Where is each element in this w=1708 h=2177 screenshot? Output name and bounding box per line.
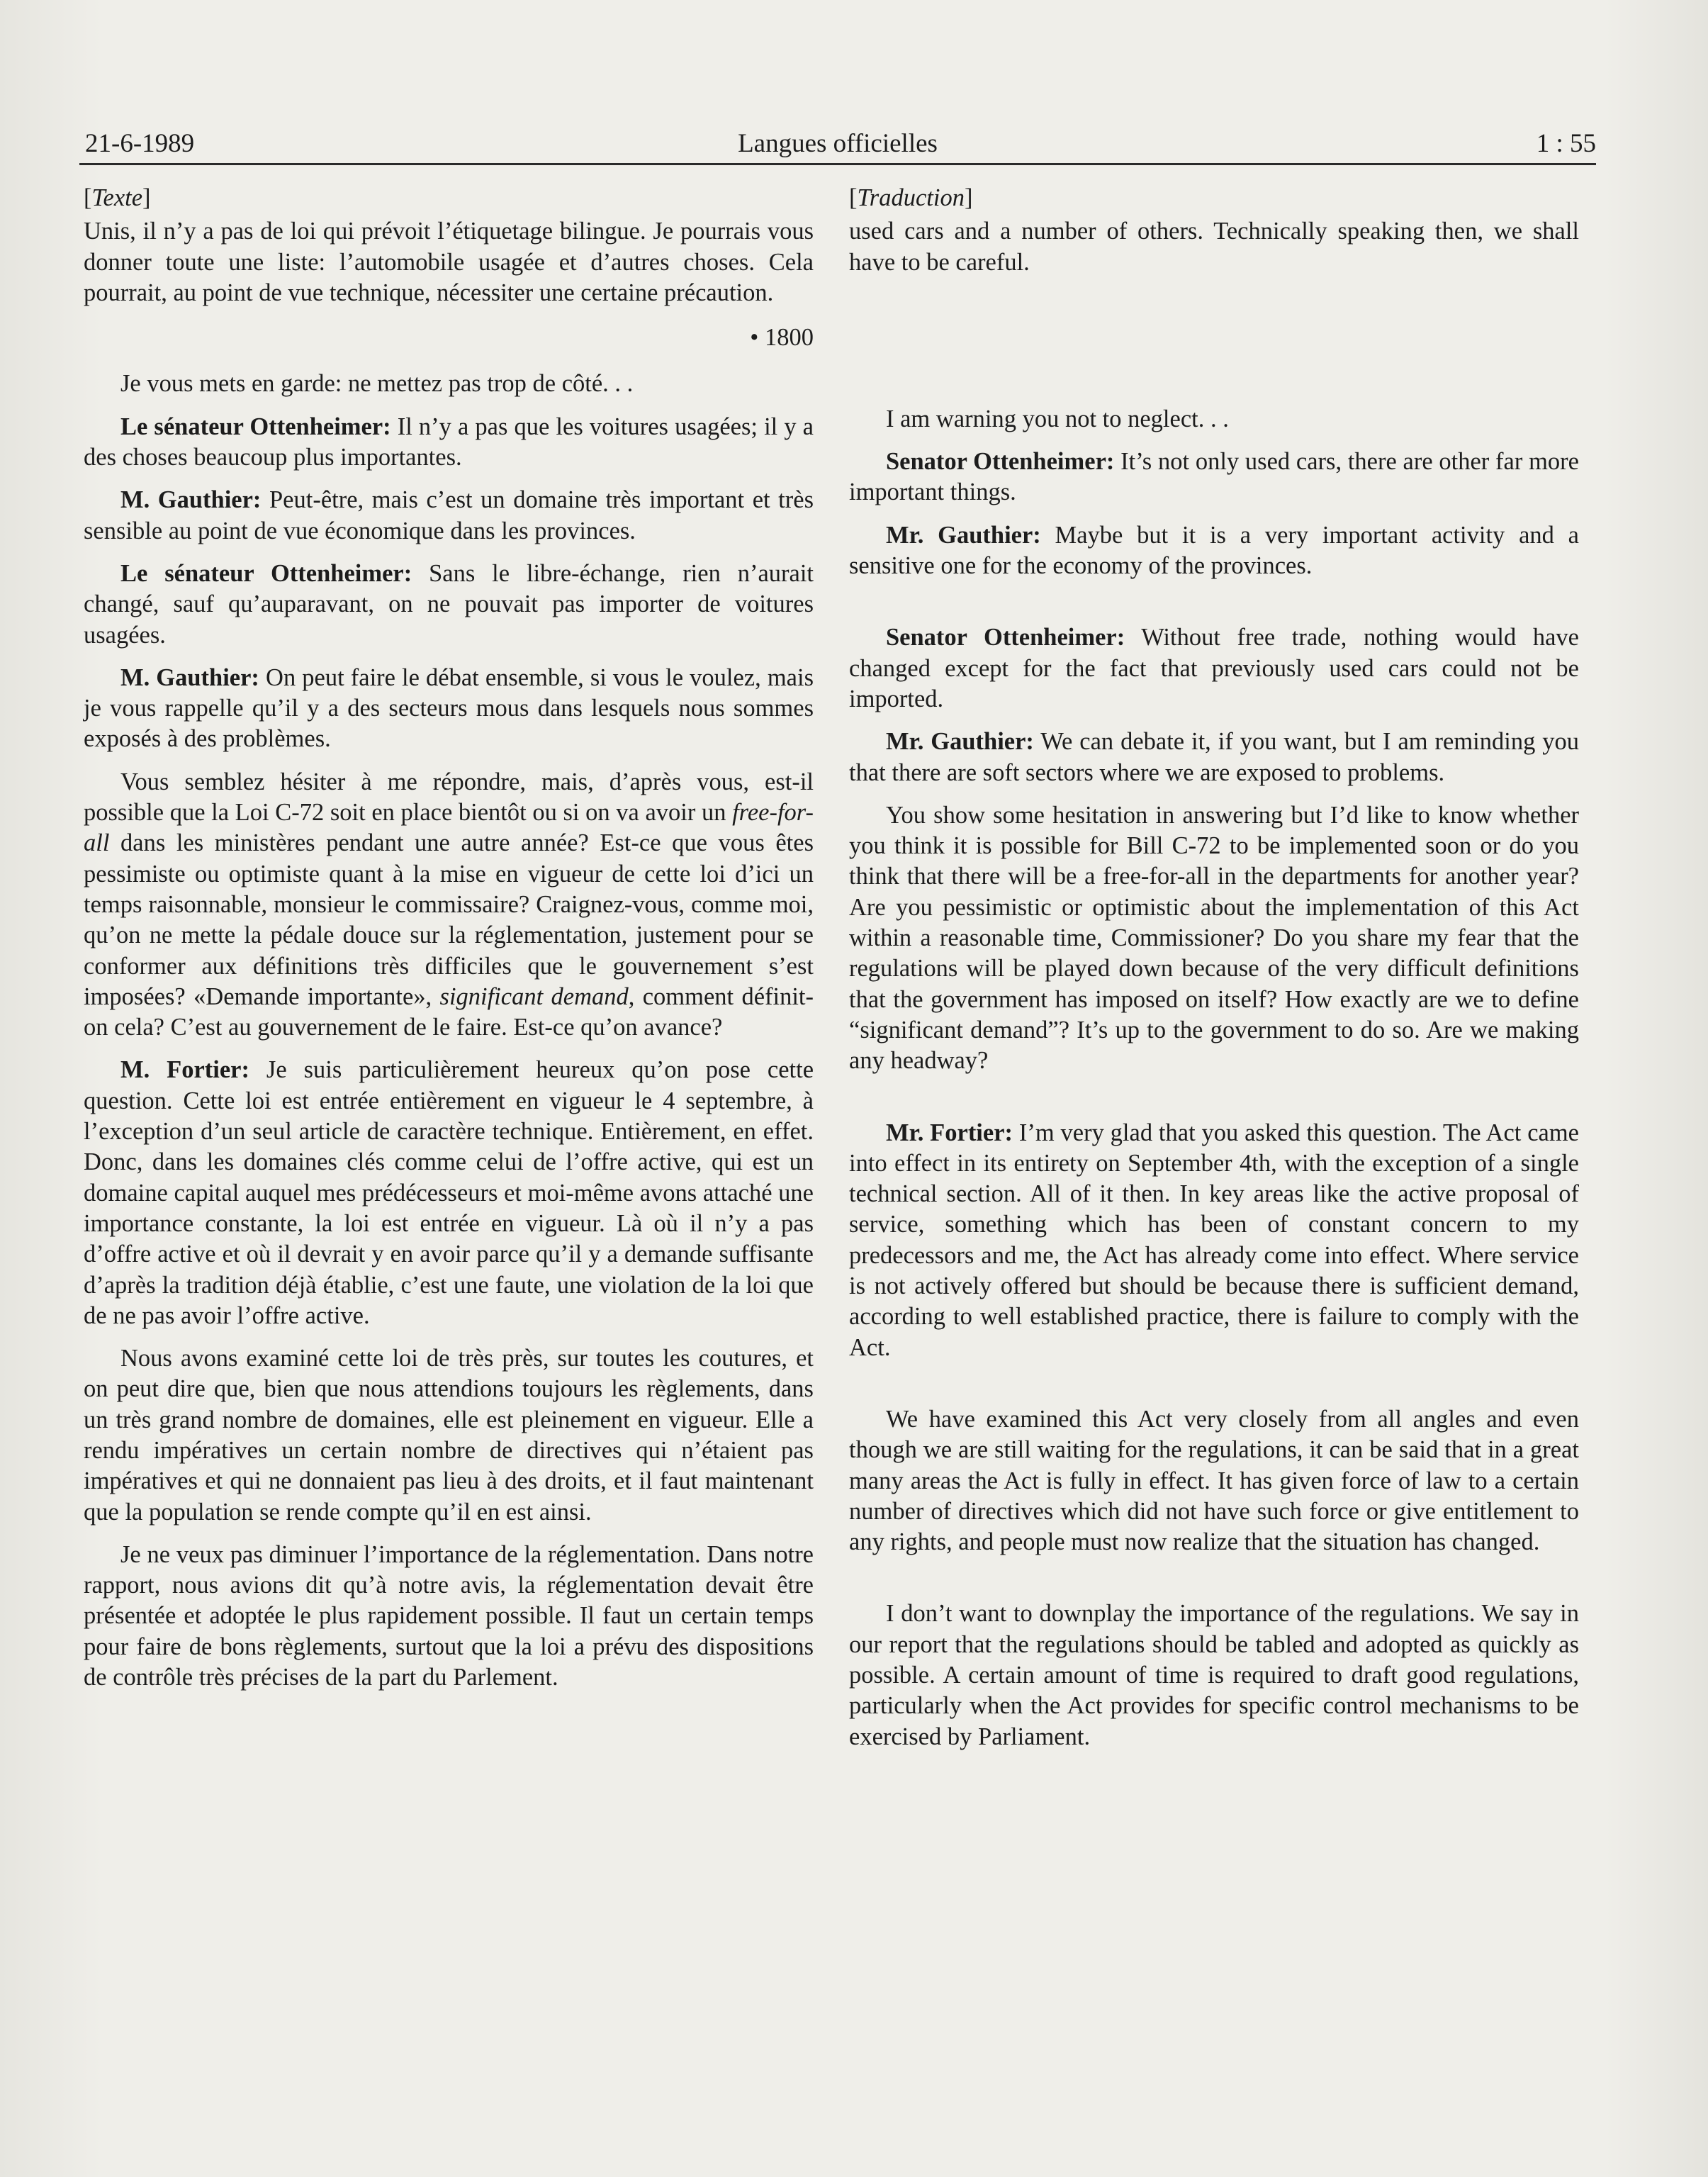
speaker-name: Senator Ottenheimer: [886, 624, 1125, 651]
paragraph: Je ne veux pas diminuer l’importance de la réglementation. Dans notre rapport, nous avions dit qu’à notre avis, la réglementation devait être présentée et adoptée le plus rapidement possible. Il faut un certain temps pour faire de bons règlements, surtout que la loi a prévu des dispositions de contrôle très précises de la part du Parlement. [84, 1540, 814, 1691]
header-date: 21-6-1989 [85, 129, 195, 158]
speaker-name: Senator Ottenheimer: [886, 448, 1115, 476]
paragraph: I don’t want to downplay the importance of the regulations. We say in our report that the regulations should be tabled and adopted as quickly as possible. A certain amount of time is required to draft good regulations, particularly when the Act provides for specific control mechanisms to be exercised by Parliament. [849, 1600, 1579, 1750]
paragraph: Mr. Gauthier: We can debate it, if you want, but I am reminding you that there are soft sectors where we are exposed to problems. [849, 728, 1580, 786]
section-tag: [Traduction] [849, 184, 973, 211]
paragraph: Le sénateur Ottenheimer: Il n’y a pas que les voitures usagées; il y a des choses beaucoup plus importantes. [84, 413, 814, 471]
speaker-name: M. Fortier: [120, 1056, 249, 1084]
paragraph-intro: Unis, il n’y a pas de loi qui prévoit l’étiquetage bilingue. Je pourrais vous donner toute une liste: l’automobile usagée et d’autres choses. Cela pourrait, au point de vue technique, nécessiter une certaine précaution. [84, 218, 814, 306]
paragraph: M. Gauthier: On peut faire le débat ensemble, si vous le voulez, mais je vous rappelle qu’il y a des secteurs mous dans lesquels nous sommes exposés à des problèmes. [84, 664, 814, 753]
paragraph: M. Gauthier: Peut-être, mais c’est un domaine très important et très sensible au point de vue économique dans les provinces. [84, 486, 814, 544]
time-stamp: • 1800 [750, 324, 814, 352]
header-title: Langues officielles [738, 129, 938, 158]
speaker-name: Le sénateur Ottenheimer: [120, 413, 391, 440]
paragraph: Le sénateur Ottenheimer: Sans le libre-échange, rien n’aurait changé, sauf qu’auparavant, on ne pouvait pas importer de voitures usagées. [84, 559, 814, 649]
speaker-name: Mr. Fortier: [886, 1119, 1013, 1146]
paragraph-intro: used cars and a number of others. Technically speaking then, we shall have to be careful. [849, 218, 1579, 276]
paragraph: Senator Ottenheimer: It’s not only used cars, there are other far more important things. [849, 448, 1579, 506]
section-tag: [Texte] [84, 184, 151, 211]
paragraph: Vous semblez hésiter à me répondre, mais, d’après vous, est-il possible que la Loi C-72 soit en place bientôt ou si on va avoir un free-for-all dans les ministères pendant une autre année? Est-ce que vous êtes pessimiste ou optimiste quant à la mise en vigueur de cette loi d’ici un temps raisonnable, monsieur le commissaire? Craignez-vous, comme moi, qu’on ne mette la pédale douce sur la réglementation, justement pour se conformer aux définitions très difficiles que le gouvernement s’est imposées? «Demande importante», significant demand, comment définit-on cela? C’est au gouvernement de le faire. Est-ce qu’on avance? [84, 768, 814, 1041]
speaker-name: M. Gauthier: [120, 664, 259, 691]
speaker-name: Mr. Gauthier: [886, 728, 1034, 756]
page-header [79, 119, 1596, 165]
speaker-name: Le sénateur Ottenheimer: [120, 559, 412, 587]
paragraph: We have examined this Act very closely from all angles and even though we are still waiting for the regulations, it can be said that in a great many areas the Act is fully in effect. It has given force of law to a certain number of directives which did not have such force or give entitlement to any rights, and people must now realize that the situation has changed. [849, 1405, 1579, 1556]
paragraph: Mr. Fortier: I’m very glad that you asked this question. The Act came into effect in its entirety on September 4th, with the exception of a single technical section. All of it then. In key areas like the active proposal of service, something which has been of constant concern to my predecessors and me, the Act has already come into effect. Where service is not actively offered but should be because there is sufficient demand, according to well established practice, there is failure to comply with the Act. [849, 1119, 1579, 1361]
paragraph: M. Fortier: Je suis particulièrement heureux qu’on pose cette question. Cette loi est entrée entièrement en vigueur le 4 septembre, à l’exception d’un seul article de caractère technique. Entièrement, en effet. Donc, dans les domaines clés comme celui de l’offre active, qui est un domaine capital auquel mes prédécesseurs et moi-même avons attaché une importance constante, la loi est entrée en vigueur. Là où il n’y a pas d’offre active et où il devrait y en avoir parce qu’il y a demande suffisante d’après la tradition déjà établie, c’est une faute, une violation de la loi que de ne pas avoir l’offre active. [84, 1056, 814, 1329]
speaker-name: M. Gauthier: [120, 486, 262, 514]
paragraph: Nous avons examiné cette loi de très près, sur toutes les coutures, et on peut dire que, bien que nous attendions toujours les règlements, dans un très grand nombre de domaines, elle est pleinement en vigueur. Elle a rendu impératives un certain nombre de directives qui n’étaient pas impératives et qui ne donnaient pas lieu à des droits, et il faut maintenant que la population se rende compte qu’il en est ainsi. [84, 1345, 814, 1526]
paragraph: Senator Ottenheimer: Without free trade, nothing would have changed except for the fact that previously used cars could not be imported. [849, 624, 1579, 712]
paragraph: Mr. Gauthier: Maybe but it is a very important activity and a sensitive one for the economy of the provinces. [849, 521, 1579, 580]
speaker-name: Mr. Gauthier: [886, 521, 1041, 549]
paragraph: Je vous mets en garde: ne mettez pas trop de côté. . . [120, 370, 634, 398]
header-page-number: 1 : 55 [1536, 129, 1596, 158]
paragraph: You show some hesitation in answering but I’d like to know whether you think it is possible for Bill C-72 to be implemented soon or do you think that there will be a free-for-all in the departments for another year? Are you pessimistic or optimistic about the implementation of this Act within a reasonable time, Commissioner? Do you share my fear that the regulations will be played down because of the very difficult definitions that the government has imposed on itself? How exactly are we to define “significant demand”? It’s up to the government to do so. Are we making any headway? [849, 801, 1579, 1075]
right-column [849, 183, 1579, 1752]
paragraph: I am warning you not to neglect. . . [886, 405, 1229, 432]
left-column [84, 183, 814, 1693]
